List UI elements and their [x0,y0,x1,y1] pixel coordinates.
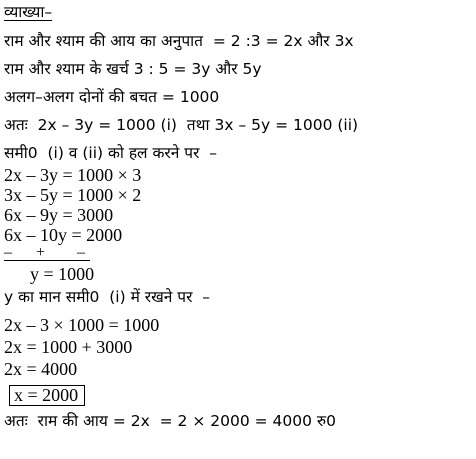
x-answer-box: x = 2000 [9,385,85,406]
savings-line: अलग–अलग दोनों की बचत = 1000 [4,88,220,106]
equation-multiplied-1: 2x – 3y = 1000 × 3 [4,165,142,185]
solve-instruction-line: समी0 (i) व (ii) को हल करने पर – [4,144,218,162]
expense-ratio-line: राम और श्याम के खर्च 3 : 5 = 3y और 5y [4,60,262,78]
substitute-instruction-line: y का मान समी0 (i) में रखने पर – [4,288,211,306]
subtraction-rule [4,260,90,261]
y-value-line: y = 1000 [30,264,95,284]
final-answer-line: अतः राम की आय = 2x = 2 × 2000 = 4000 रु0 [4,412,337,430]
substitution-step-1: 2x – 3 × 1000 = 1000 [4,315,160,335]
subtraction-signs: – + – [4,244,86,261]
substitution-step-3: 2x = 4000 [4,359,78,379]
substitution-step-2: 2x = 1000 + 3000 [4,337,133,357]
equation-result-2: 6x – 10y = 2000 [4,225,123,245]
explanation-heading: व्याख्या– [4,3,53,21]
equation-result-1: 6x – 9y = 3000 [4,205,114,225]
equation-multiplied-2: 3x – 5y = 1000 × 2 [4,185,142,205]
equations-line: अतः 2x – 3y = 1000 (i) तथा 3x – 5y = 1000 (ii) [4,116,359,134]
income-ratio-line: राम और श्याम की आय का अनुपात = 2 :3 = 2x और 3x [4,32,354,50]
